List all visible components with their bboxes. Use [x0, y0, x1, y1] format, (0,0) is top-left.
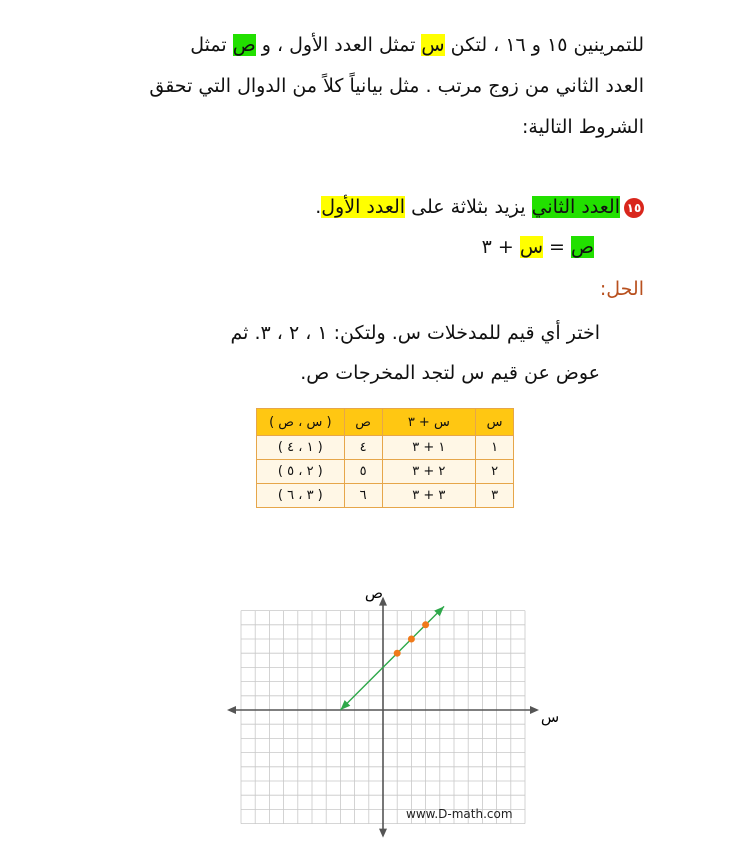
data-point	[394, 650, 401, 657]
first-number-highlight: العدد الأول	[321, 196, 406, 218]
website-credit: www.D-math.com	[406, 807, 513, 821]
y-axis-label: ص	[364, 584, 384, 602]
table-header: س	[476, 409, 514, 436]
equation-x: س	[519, 236, 544, 258]
table-cell: ٣ + ٣	[382, 484, 476, 508]
y-variable-highlight: ص	[232, 34, 256, 56]
table-header: س + ٣	[382, 409, 476, 436]
table-cell: ٢	[476, 460, 514, 484]
exercise-text: .	[315, 196, 322, 218]
data-point	[422, 621, 429, 628]
intro-line-2: العدد الثاني من زوج مرتب . مثل بيانياً كلاً من الدوال التي تحقق	[149, 75, 644, 97]
second-number-highlight: العدد الثاني	[531, 196, 620, 218]
table-cell: ٣	[476, 484, 514, 508]
solution-line-2: عوض عن قيم س لتجد المخرجات ص.	[300, 362, 600, 384]
equation-equals: =	[543, 236, 572, 258]
intro-text: للتمرينين ١٥ و ١٦ ، لتكن	[444, 34, 644, 56]
axes	[227, 597, 539, 838]
table-cell: ٤	[344, 436, 382, 460]
table-header: ( س ، ص )	[257, 409, 345, 436]
table-header: ص	[344, 409, 382, 436]
x-axis-label: س	[540, 708, 560, 726]
table-cell: ( ٢ ، ٥ )	[257, 460, 345, 484]
x-axis-arrow-right	[530, 706, 539, 714]
x-variable-highlight: س	[421, 34, 445, 56]
data-point	[408, 636, 415, 643]
table-cell: ١	[476, 436, 514, 460]
table-cell: ٢ + ٣	[382, 460, 476, 484]
solution-label: الحل:	[599, 278, 644, 300]
equation-y: ص	[571, 236, 594, 258]
intro-text: تمثل العدد الأول ، و	[255, 34, 422, 56]
intro-line-3: الشروط التالية:	[522, 116, 644, 138]
table-cell: ٦	[344, 484, 382, 508]
exercise-number-badge: ١٥	[624, 198, 644, 218]
equation-constant: + ٣	[481, 236, 520, 258]
y-axis-arrow-down	[379, 829, 387, 838]
table-cell: ( ١ ، ٤ )	[257, 436, 345, 460]
x-axis-arrow-left	[227, 706, 236, 714]
function-line	[340, 606, 444, 710]
table-cell: ١ + ٣	[382, 436, 476, 460]
solution-line-1: اختر أي قيم للمدخلات س. ولتكن: ١ ، ٢ ، ٣. ثم	[230, 322, 600, 344]
function-line-segment	[340, 606, 444, 710]
table-cell: ( ٣ ، ٦ )	[257, 484, 345, 508]
intro-text: تمثل	[190, 34, 233, 56]
table-cell: ٥	[344, 460, 382, 484]
exercise-text: يزيد بثلاثة على	[405, 196, 532, 218]
